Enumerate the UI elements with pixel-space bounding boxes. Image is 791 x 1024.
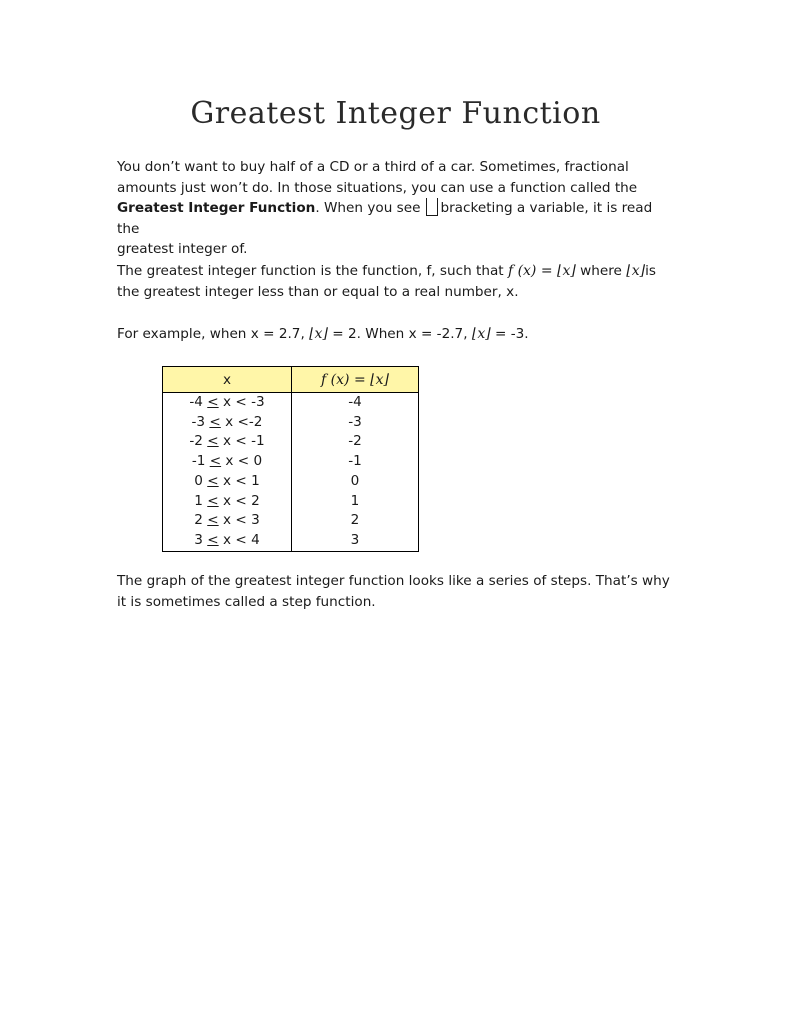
range-cell: -3 < x <-2 — [163, 413, 292, 433]
definition-formula: f (x) = ⌊x⌋ — [507, 263, 576, 279]
intro-line-3a: . When you see — [315, 200, 421, 216]
range-cell: 0 < x < 1 — [163, 472, 292, 492]
value-cell: 3 — [292, 531, 419, 551]
intro-line-1: You don’t want to buy half of a CD or a third of a car. Sometimes, fractional — [117, 159, 629, 175]
table-row — [163, 511, 419, 531]
header-fx: f (x) = ⌊x⌋ — [292, 367, 419, 393]
table-row — [163, 413, 419, 433]
table-row — [163, 393, 419, 413]
range-cell: 1 < x < 2 — [163, 492, 292, 512]
closing-line-1: The graph of the greatest integer function looks like a series of steps. That’s why — [117, 573, 670, 589]
floor-bracket-icon — [426, 198, 438, 216]
closing-paragraph — [117, 571, 677, 612]
greatest-integer-table — [162, 366, 419, 552]
bold-term: Greatest Integer Function — [117, 200, 316, 216]
value-cell: 0 — [292, 472, 419, 492]
table-row — [163, 492, 419, 512]
value-cell: -1 — [292, 452, 419, 472]
value-cell: -3 — [292, 413, 419, 433]
intro-line-3b: bracketing a variable, it is read the — [117, 200, 653, 237]
definition-where-var: ⌊x⌋ — [626, 263, 646, 279]
value-cell: -2 — [292, 432, 419, 452]
intro-paragraph — [117, 157, 677, 260]
table-body — [163, 393, 419, 552]
header-x: x — [163, 367, 292, 393]
range-cell: -1 < x < 0 — [163, 452, 292, 472]
range-cell: 3 < x < 4 — [163, 531, 292, 551]
table-row — [163, 472, 419, 492]
definition-lead: The greatest integer function is the function, f, such that — [117, 263, 504, 279]
definition-line-2: the greatest integer less than or equal to a real number, x. — [117, 283, 519, 300]
example-part-2: = 2. When x = -2.7, — [332, 326, 468, 342]
closing-line-2: it is sometimes called a step function. — [117, 593, 376, 610]
example-part-3: = -3. — [495, 326, 529, 342]
table-row — [163, 432, 419, 452]
table-row — [163, 531, 419, 551]
intro-line-4: greatest integer of. — [117, 241, 248, 257]
range-cell: -4 < x < -3 — [163, 393, 292, 413]
range-cell: -2 < x < -1 — [163, 432, 292, 452]
value-cell: -4 — [292, 393, 419, 413]
definition-is: is — [645, 263, 656, 279]
definition-where: where — [580, 263, 622, 279]
example-floor-1: ⌊x⌋ — [309, 326, 328, 342]
value-cell: 2 — [292, 511, 419, 531]
example-floor-2: ⌊x⌋ — [471, 326, 491, 342]
range-cell: 2 < x < 3 — [163, 511, 292, 531]
example-paragraph — [117, 324, 677, 345]
page-title: Greatest Integer Function — [190, 96, 601, 131]
intro-line-2: amounts just won’t do. In those situations, you can use a function called the — [117, 179, 638, 196]
table-header-row — [163, 367, 419, 393]
example-part-1: For example, when x = 2.7, — [117, 326, 305, 342]
value-cell: 1 — [292, 492, 419, 512]
table-row — [163, 452, 419, 472]
definition-paragraph — [117, 261, 677, 302]
